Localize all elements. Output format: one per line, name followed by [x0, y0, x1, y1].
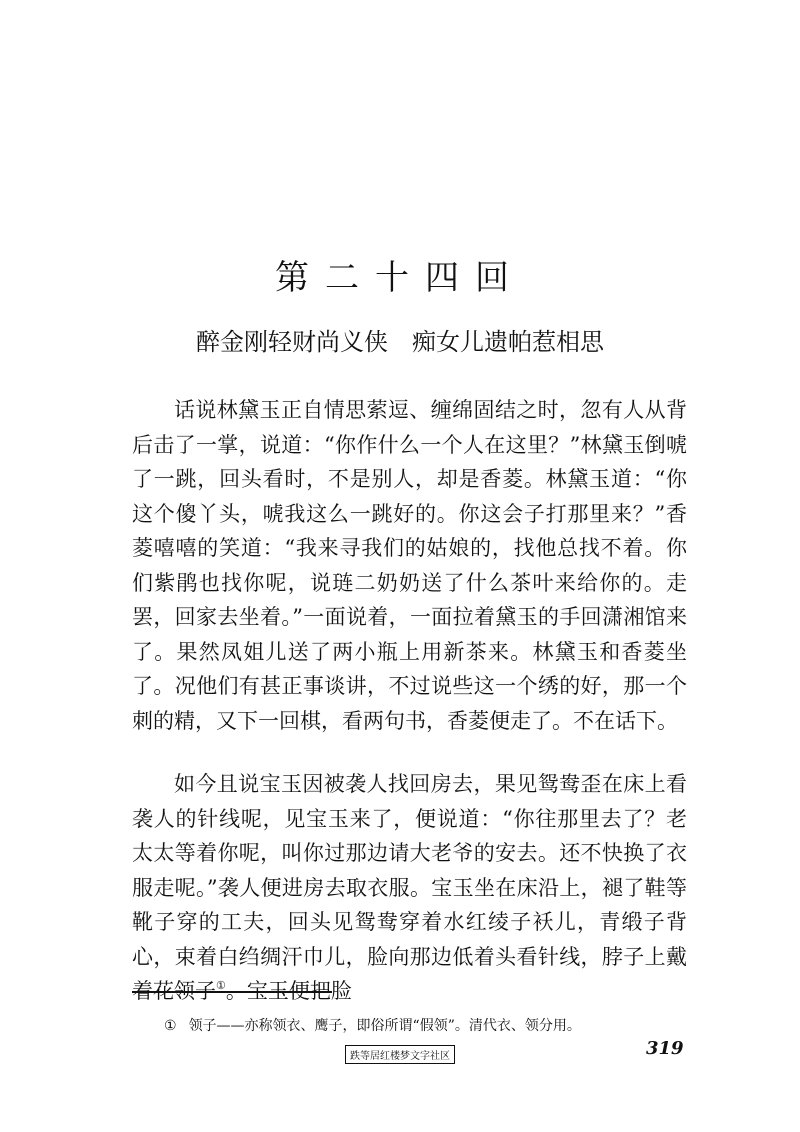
paragraph-1 [132, 393, 687, 738]
footnote [164, 1015, 581, 1035]
watermark-stamp: 跌等居红楼梦文字社区 [345, 1045, 455, 1064]
paragraph-2-text-after: 。宝玉便把脸 [225, 979, 352, 1003]
footnote-divider [132, 991, 332, 993]
footnote-text: 领子——亦称领衣、鹰子，即俗所谓“假领”。清代衣、领分用。 [188, 1018, 581, 1034]
paragraph-2 [132, 767, 687, 1009]
footnote-reference[interactable]: ① [216, 979, 226, 992]
paragraph-2-text: 如今且说宝玉因被袭人找回房去，果见鸳鸯歪在床上看袭人的针线呢，见宝玉来了，便说道：“你往那里去了？老太太等着你呢，叫你过那边请大老爷的安去。还不快换了衣服走呢。”袭人便进房去取衣服。宝玉坐在床沿上，褪了鞋等靴子穿的工夫，回头见鸳鸯穿着水红绫子袄儿，青缎子背心，束着白绉绸汗巾儿，脸向那边低着头看针线，脖子上戴着花领子 [132, 772, 687, 1003]
chapter-title: 第二十四回 [275, 258, 525, 298]
footnote-marker: ① [164, 1018, 177, 1034]
page-number: 319 [646, 1038, 684, 1059]
paragraph-1-text: 话说林黛玉正自情思萦逗、缠绵固结之时，忽有人从背后击了一掌，说道：“你作什么一个人在这里？”林黛玉倒唬了一跳，回头看时，不是别人，却是香菱。林黛玉道：“你这个傻丫头，唬我这么一跳好的。你这会子打那里来？”香菱嘻嘻的笑道：“我来寻我们的姑娘的，找他总找不着。你们紫鹃也找你呢，说琏二奶奶送了什么茶叶来给你的。走罢，回家去坐着。”一面说着，一面拉着黛玉的手回潇湘馆来了。果然凤姐儿送了两小瓶上用新茶来。林黛玉和香菱坐了。况他们有甚正事谈讲，不过说些这一个绣的好，那一个刺的精，又下一回棋，看两句书，香菱便走了。不在话下。 [132, 398, 687, 733]
chapter-subtitle: 醉金刚轻财尚义侠 痴女儿遗帕惹相思 [196, 328, 604, 356]
